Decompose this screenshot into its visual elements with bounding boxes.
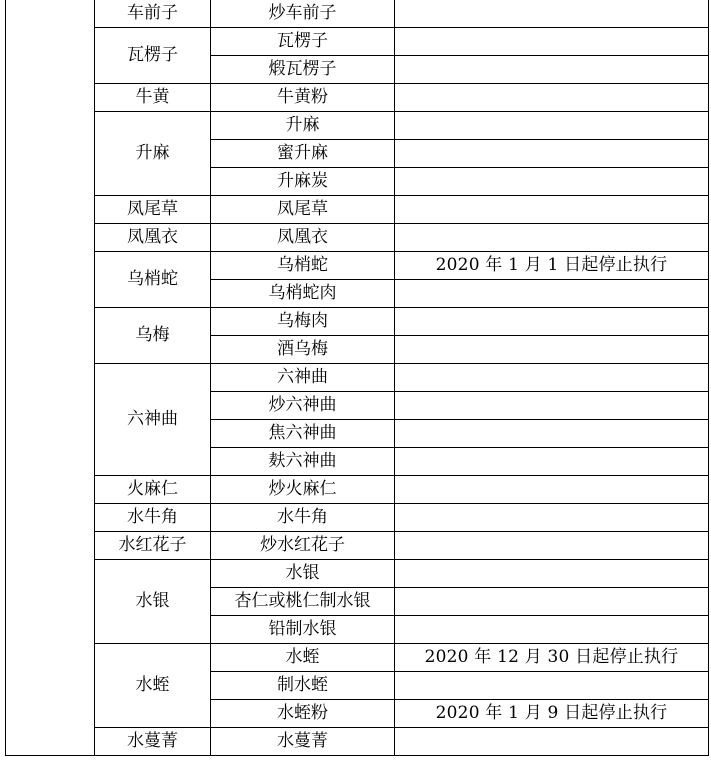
processed-product-cell: 炒火麻仁 bbox=[211, 476, 395, 504]
table-row bbox=[6, 560, 709, 588]
processed-product-cell: 水蔓菁 bbox=[211, 728, 395, 756]
table-row bbox=[6, 224, 709, 252]
note-cell bbox=[395, 476, 709, 504]
herb-name-cell: 六神曲 bbox=[95, 364, 211, 476]
processed-product-cell: 焦六神曲 bbox=[211, 420, 395, 448]
table-row bbox=[6, 196, 709, 224]
processed-product-cell: 水蛭 bbox=[211, 644, 395, 672]
processed-product-cell: 杏仁或桃仁制水银 bbox=[211, 588, 395, 616]
note-cell bbox=[395, 224, 709, 252]
table-row bbox=[6, 28, 709, 56]
processed-product-cell: 凤凰衣 bbox=[211, 224, 395, 252]
note-cell bbox=[395, 0, 709, 28]
processed-product-cell: 升麻 bbox=[211, 112, 395, 140]
processed-product-cell: 炒车前子 bbox=[211, 0, 395, 28]
processed-product-cell: 水银 bbox=[211, 560, 395, 588]
table-row bbox=[6, 476, 709, 504]
table-body bbox=[6, 0, 709, 756]
table-row bbox=[6, 728, 709, 756]
table-row bbox=[6, 364, 709, 392]
processed-product-cell: 制水蛭 bbox=[211, 672, 395, 700]
table-row bbox=[6, 84, 709, 112]
note-cell bbox=[395, 336, 709, 364]
herb-name-cell: 车前子 bbox=[95, 0, 211, 28]
table-row bbox=[6, 252, 709, 280]
processed-product-cell: 乌梅肉 bbox=[211, 308, 395, 336]
herb-name-cell: 凤凰衣 bbox=[95, 224, 211, 252]
herb-processing-table bbox=[5, 0, 709, 756]
table-row bbox=[6, 504, 709, 532]
processed-product-cell: 煅瓦楞子 bbox=[211, 56, 395, 84]
table-row bbox=[6, 112, 709, 140]
processed-product-cell: 六神曲 bbox=[211, 364, 395, 392]
note-cell: 2020 年 1 月 1 日起停止执行 bbox=[395, 252, 709, 280]
note-cell bbox=[395, 196, 709, 224]
table-row bbox=[6, 644, 709, 672]
herb-name-cell: 升麻 bbox=[95, 112, 211, 196]
note-cell bbox=[395, 168, 709, 196]
note-cell bbox=[395, 280, 709, 308]
note-cell bbox=[395, 420, 709, 448]
note-cell bbox=[395, 364, 709, 392]
table-row bbox=[6, 308, 709, 336]
note-cell bbox=[395, 392, 709, 420]
note-cell bbox=[395, 728, 709, 756]
processed-product-cell: 牛黄粉 bbox=[211, 84, 395, 112]
processed-product-cell: 酒乌梅 bbox=[211, 336, 395, 364]
category-cell bbox=[6, 0, 95, 756]
processed-product-cell: 乌梢蛇 bbox=[211, 252, 395, 280]
herb-name-cell: 水蔓菁 bbox=[95, 728, 211, 756]
table-row bbox=[6, 532, 709, 560]
processed-product-cell: 凤尾草 bbox=[211, 196, 395, 224]
note-cell bbox=[395, 28, 709, 56]
note-cell bbox=[395, 588, 709, 616]
note-cell bbox=[395, 560, 709, 588]
note-cell bbox=[395, 112, 709, 140]
note-cell bbox=[395, 56, 709, 84]
processed-product-cell: 炒水红花子 bbox=[211, 532, 395, 560]
herb-name-cell: 牛黄 bbox=[95, 84, 211, 112]
processed-product-cell: 升麻炭 bbox=[211, 168, 395, 196]
processed-product-cell: 炒六神曲 bbox=[211, 392, 395, 420]
table-row bbox=[6, 0, 709, 28]
note-cell bbox=[395, 532, 709, 560]
note-cell: 2020 年 1 月 9 日起停止执行 bbox=[395, 700, 709, 728]
herb-name-cell: 瓦楞子 bbox=[95, 28, 211, 84]
herb-name-cell: 水蛭 bbox=[95, 644, 211, 728]
note-cell bbox=[395, 448, 709, 476]
note-cell bbox=[395, 504, 709, 532]
herb-name-cell: 乌梅 bbox=[95, 308, 211, 364]
processed-product-cell: 麸六神曲 bbox=[211, 448, 395, 476]
processed-product-cell: 水牛角 bbox=[211, 504, 395, 532]
herb-name-cell: 火麻仁 bbox=[95, 476, 211, 504]
processed-product-cell: 瓦楞子 bbox=[211, 28, 395, 56]
herb-name-cell: 水红花子 bbox=[95, 532, 211, 560]
note-cell bbox=[395, 140, 709, 168]
processed-product-cell: 乌梢蛇肉 bbox=[211, 280, 395, 308]
note-cell bbox=[395, 616, 709, 644]
note-cell: 2020 年 12 月 30 日起停止执行 bbox=[395, 644, 709, 672]
note-cell bbox=[395, 308, 709, 336]
processed-product-cell: 蜜升麻 bbox=[211, 140, 395, 168]
herb-name-cell: 凤尾草 bbox=[95, 196, 211, 224]
note-cell bbox=[395, 84, 709, 112]
note-cell bbox=[395, 672, 709, 700]
processed-product-cell: 铅制水银 bbox=[211, 616, 395, 644]
herb-name-cell: 水银 bbox=[95, 560, 211, 644]
herb-name-cell: 乌梢蛇 bbox=[95, 252, 211, 308]
processed-product-cell: 水蛭粉 bbox=[211, 700, 395, 728]
herb-name-cell: 水牛角 bbox=[95, 504, 211, 532]
